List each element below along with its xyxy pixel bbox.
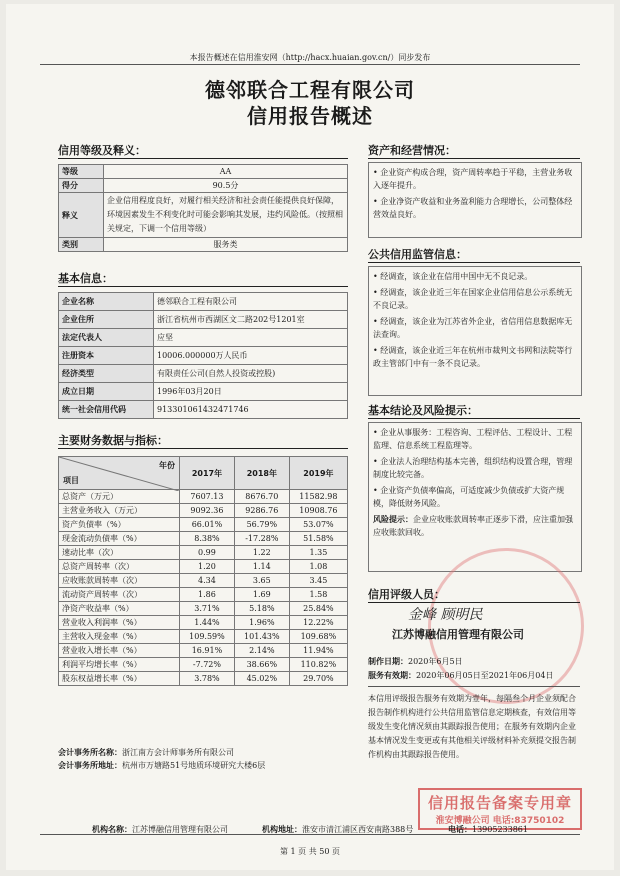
finance-item-label bbox=[59, 574, 180, 588]
table-row bbox=[59, 644, 348, 658]
info-value: 10006.000000万人民币 bbox=[154, 347, 348, 365]
table-header-row bbox=[59, 457, 348, 490]
table-row bbox=[59, 238, 348, 252]
meaning-value: 企业信用程度良好，对履行相关经济和社会责任能提供良好保障，环境因素发生不利变化时可能会影响其发展，违约风险低。（按照相关规定，下调一个信用等级） bbox=[104, 193, 348, 238]
item-unit: （%） bbox=[118, 632, 142, 641]
table-row bbox=[59, 532, 348, 546]
item-name: 营业收入利润率 bbox=[62, 618, 118, 627]
table-row bbox=[59, 602, 348, 616]
info-label: 企业名称 bbox=[59, 293, 154, 311]
item-unit: （%） bbox=[118, 674, 142, 683]
finance-value: 1.22 bbox=[234, 546, 289, 560]
supervision-section-title: 公共信用监管信息： bbox=[368, 248, 467, 261]
operation-item: 企业净资产收益和业务盈利能力合理增长，公司整体经营效益良好。 bbox=[373, 197, 573, 219]
signature: 金峰 顾明民 bbox=[408, 607, 483, 623]
divider bbox=[368, 262, 580, 263]
item-unit: （次） bbox=[110, 562, 134, 571]
rating-table bbox=[58, 164, 348, 252]
conclusion-item: 企业从事服务：工程咨询、工程评估、工程设计、工程监理、信息系统工程监理等。 bbox=[373, 428, 573, 450]
info-value: 913301061432471746 bbox=[154, 401, 348, 419]
footer-address-label: 机构地址： bbox=[262, 825, 302, 834]
corner-item-label: 项目 bbox=[63, 476, 79, 485]
divider bbox=[58, 158, 348, 159]
risk-note bbox=[373, 513, 577, 539]
score-value: 90.5分 bbox=[104, 179, 348, 193]
footer-org-label: 机构名称： bbox=[92, 825, 132, 834]
finance-value: 1.86 bbox=[180, 588, 235, 602]
info-label: 统一社会信用代码 bbox=[59, 401, 154, 419]
finance-value: 1.14 bbox=[234, 560, 289, 574]
finance-value: 1.58 bbox=[289, 588, 347, 602]
year-header: 2017年 bbox=[180, 457, 235, 490]
table-row bbox=[59, 293, 348, 311]
item-unit: （次） bbox=[94, 548, 118, 557]
item-name: 现金流动负债率 bbox=[62, 534, 118, 543]
list-item: • 经调查，该企业近三年在国家企业信用信息公示系统无不良记录。 bbox=[373, 288, 573, 310]
year-header: 2019年 bbox=[289, 457, 347, 490]
finance-value: 9286.76 bbox=[234, 504, 289, 518]
divider bbox=[368, 158, 580, 159]
item-name: 营业收入增长率 bbox=[62, 646, 118, 655]
list-item: • 企业从事服务：工程咨询、工程评估、工程设计、工程监理、信息系统工程监理等。 bbox=[373, 428, 573, 450]
finance-value: 66.01% bbox=[180, 518, 235, 532]
item-name: 应收账款周转率 bbox=[62, 576, 118, 585]
supervision-item: 经调查，该企业近三年在国家企业信用信息公示系统无不良记录。 bbox=[373, 288, 573, 310]
finance-item-label bbox=[59, 672, 180, 686]
item-name: 主营业务收入 bbox=[62, 506, 110, 515]
footer-address-text: 淮安市清江浦区西安南路388号 bbox=[302, 825, 414, 834]
table-row bbox=[59, 179, 348, 193]
info-label: 企业住所 bbox=[59, 311, 154, 329]
finance-value: 16.91% bbox=[180, 644, 235, 658]
item-name: 主营收入现金率 bbox=[62, 632, 118, 641]
divider bbox=[40, 64, 580, 65]
table-row bbox=[59, 490, 348, 504]
finance-value: 25.84% bbox=[289, 602, 347, 616]
info-value: 浙江省杭州市西湖区文二路202号1201室 bbox=[154, 311, 348, 329]
table-row bbox=[59, 329, 348, 347]
category-label: 类别 bbox=[59, 238, 104, 252]
finance-value: 109.59% bbox=[180, 630, 235, 644]
item-unit: （%） bbox=[118, 660, 142, 669]
finance-value: 1.69 bbox=[234, 588, 289, 602]
corner-cell bbox=[59, 457, 180, 490]
divider bbox=[368, 602, 580, 603]
finance-value: 29.70% bbox=[289, 672, 347, 686]
table-row bbox=[59, 401, 348, 419]
list-item: • 企业资产构成合理，资产周转率趋于平稳，主营业务收入逐年提升。 bbox=[373, 168, 573, 190]
info-value: 1996年03月20日 bbox=[154, 383, 348, 401]
operation-box bbox=[368, 162, 582, 238]
table-row bbox=[59, 588, 348, 602]
finance-item-label bbox=[59, 588, 180, 602]
finance-item-label bbox=[59, 490, 180, 504]
company-title: 德邻联合工程有限公司 bbox=[205, 78, 415, 102]
risk-label: 风险提示： bbox=[373, 515, 413, 524]
table-row bbox=[59, 574, 348, 588]
item-name: 利润平均增长率 bbox=[62, 660, 118, 669]
finance-value: 11.94% bbox=[289, 644, 347, 658]
finance-value: 1.44% bbox=[180, 616, 235, 630]
table-row bbox=[59, 347, 348, 365]
supervision-box bbox=[368, 266, 582, 396]
finance-value: 10908.76 bbox=[289, 504, 347, 518]
conclusion-section-title: 基本结论及风险提示： bbox=[368, 404, 478, 417]
info-label: 经济类型 bbox=[59, 365, 154, 383]
finance-value: 2.14% bbox=[234, 644, 289, 658]
finance-value: 38.66% bbox=[234, 658, 289, 672]
item-name: 速动比率 bbox=[62, 548, 94, 557]
auditor-name: 浙江南方会计师事务所有限公司 bbox=[122, 748, 234, 757]
rating-section-title: 信用等级及释义： bbox=[58, 144, 146, 157]
finance-value: 0.99 bbox=[180, 546, 235, 560]
operation-item: 企业资产构成合理，资产周转率趋于平稳，主营业务收入逐年提升。 bbox=[373, 168, 573, 190]
made-date-line bbox=[368, 656, 463, 668]
evaluator-company: 江苏博融信用管理有限公司 bbox=[392, 628, 524, 641]
table-row bbox=[59, 365, 348, 383]
meaning-label: 释义 bbox=[59, 193, 104, 238]
finance-value: 101.43% bbox=[234, 630, 289, 644]
page-number: 第 1 页 共 50 页 bbox=[280, 847, 340, 856]
finance-value: 3.65 bbox=[234, 574, 289, 588]
finance-item-label bbox=[59, 532, 180, 546]
table-row bbox=[59, 560, 348, 574]
stamp-subtitle: 淮安博融公司 电话:83750102 bbox=[435, 816, 565, 826]
table-row bbox=[59, 616, 348, 630]
finance-item-label bbox=[59, 644, 180, 658]
notice-text: 本信用评级报告服务有效期为壹年，每隔叁个月企业须配合报告制作机构进行公共信用监管信息定期核查，有效信用等级发生变化情况须由其跟踪报告使用；在服务有效期内企业基本情况发生变更或有其他相关评级材料补充须提交报告制作机构由其跟踪报告使用。 bbox=[368, 694, 576, 759]
evaluator-section-title: 信用评级人员： bbox=[368, 588, 445, 601]
finance-item-label bbox=[59, 546, 180, 560]
table-row bbox=[59, 165, 348, 179]
supervision-item: 经调查，该企业近三年在杭州市裁判文书网和法院等行政主管部门中有一条不良记录。 bbox=[373, 346, 573, 368]
rating-value: AA bbox=[104, 165, 348, 179]
item-unit: （%） bbox=[118, 534, 142, 543]
table-row bbox=[59, 630, 348, 644]
finance-value: 5.18% bbox=[234, 602, 289, 616]
finance-value: 11582.98 bbox=[289, 490, 347, 504]
divider bbox=[58, 286, 348, 287]
list-item: • 经调查，该企业为江苏省外企业，省信用信息数据库无法查询。 bbox=[373, 317, 573, 339]
list-item: • 经调查，该企业在信用中国中无不良记录。 bbox=[373, 272, 533, 281]
finance-value: -7.72% bbox=[180, 658, 235, 672]
valid-label: 服务有效期： bbox=[368, 671, 416, 680]
table-row bbox=[59, 383, 348, 401]
item-unit: （万元） bbox=[86, 492, 118, 501]
finance-item-label bbox=[59, 658, 180, 672]
report-title: 信用报告概述 bbox=[247, 104, 373, 128]
item-unit: （%） bbox=[102, 520, 126, 529]
made-date-label: 制作日期： bbox=[368, 657, 408, 666]
conclusion-item: 企业法人治理结构基本完善，组织结构设置合理，管理制度比较完备。 bbox=[373, 457, 573, 479]
item-name: 资产负债率 bbox=[62, 520, 102, 529]
conclusion-box bbox=[368, 422, 582, 572]
table-row bbox=[59, 504, 348, 518]
divider bbox=[58, 448, 348, 449]
finance-value: 12.22% bbox=[289, 616, 347, 630]
finance-item-label bbox=[59, 602, 180, 616]
table-row bbox=[59, 311, 348, 329]
list-item: • 经调查，该企业近三年在杭州市裁判文书网和法院等行政主管部门中有一条不良记录。 bbox=[373, 346, 573, 368]
item-unit: （次） bbox=[118, 590, 142, 599]
valid-period: 2020年06月05日至2021年06月04日 bbox=[416, 671, 554, 680]
finance-value: 1.96% bbox=[234, 616, 289, 630]
finance-value: 9092.36 bbox=[180, 504, 235, 518]
table-row bbox=[59, 546, 348, 560]
valid-line bbox=[368, 670, 553, 682]
auditor-address-label: 会计事务所地址： bbox=[58, 761, 122, 770]
table-row bbox=[59, 658, 348, 672]
info-label: 成立日期 bbox=[59, 383, 154, 401]
risk-text: 企业应收账款周转率正逐步下滑，应注重加强应收账款回收。 bbox=[373, 515, 573, 537]
basic-section-title: 基本信息： bbox=[58, 272, 113, 285]
basic-info-table bbox=[58, 292, 348, 419]
auditor-line bbox=[58, 747, 234, 759]
list-item: • 企业资产负债率偏高，可适度减少负债或扩大资产规模，降低财务风险。 bbox=[373, 486, 565, 508]
year-header: 2018年 bbox=[234, 457, 289, 490]
score-label: 得分 bbox=[59, 179, 104, 193]
divider bbox=[40, 834, 580, 835]
finance-value: 8676.70 bbox=[234, 490, 289, 504]
item-name: 股东权益增长率 bbox=[62, 674, 118, 683]
list-item: • 企业净资产收益和业务盈利能力合理增长，公司整体经营效益良好。 bbox=[373, 197, 573, 219]
table-row bbox=[59, 672, 348, 686]
finance-value: 8.38% bbox=[180, 532, 235, 546]
finance-table bbox=[58, 456, 348, 686]
made-date: 2020年6月5日 bbox=[408, 657, 463, 666]
list-item: • 企业法人治理结构基本完善，组织结构设置合理，管理制度比较完备。 bbox=[373, 457, 573, 479]
table-row bbox=[59, 193, 348, 238]
rating-label: 等级 bbox=[59, 165, 104, 179]
supervision-item: 经调查，该企业在信用中国中无不良记录。 bbox=[380, 272, 533, 281]
finance-value: 110.82% bbox=[289, 658, 347, 672]
auditor-address: 杭州市万塘路51号地质环境研究大楼6层 bbox=[122, 761, 266, 770]
finance-value: 7607.13 bbox=[180, 490, 235, 504]
footer-tel-label: 电话： bbox=[448, 825, 472, 834]
auditor-label: 会计事务所名称： bbox=[58, 748, 122, 757]
finance-value: 1.20 bbox=[180, 560, 235, 574]
category-value: 服务类 bbox=[104, 238, 348, 252]
item-unit: （%） bbox=[118, 646, 142, 655]
supervision-item: 经调查，该企业为江苏省外企业，省信用信息数据库无法查询。 bbox=[373, 317, 573, 339]
finance-value: 4.34 bbox=[180, 574, 235, 588]
info-label: 注册资本 bbox=[59, 347, 154, 365]
conclusion-item: 企业资产负债率偏高，可适度减少负债或扩大资产规模，降低财务风险。 bbox=[373, 486, 565, 508]
finance-item-label bbox=[59, 504, 180, 518]
item-name: 净资产收益率 bbox=[62, 604, 110, 613]
info-value: 德邻联合工程有限公司 bbox=[154, 293, 348, 311]
finance-value: 53.07% bbox=[289, 518, 347, 532]
info-value: 应坚 bbox=[154, 329, 348, 347]
finance-value: 1.08 bbox=[289, 560, 347, 574]
finance-item-label bbox=[59, 518, 180, 532]
finance-value: 56.79% bbox=[234, 518, 289, 532]
finance-item-label bbox=[59, 560, 180, 574]
finance-value: 3.71% bbox=[180, 602, 235, 616]
table-row bbox=[59, 518, 348, 532]
finance-item-label bbox=[59, 616, 180, 630]
finance-value: 45.02% bbox=[234, 672, 289, 686]
divider bbox=[368, 686, 580, 687]
item-unit: （%） bbox=[110, 604, 134, 613]
finance-value: 1.35 bbox=[289, 546, 347, 560]
footer-tel-number: 13905233861 bbox=[472, 825, 528, 834]
finance-value: 109.68% bbox=[289, 630, 347, 644]
footer-org-name: 江苏博融信用管理有限公司 bbox=[132, 825, 228, 834]
finance-value: 3.78% bbox=[180, 672, 235, 686]
finance-value: 51.58% bbox=[289, 532, 347, 546]
item-unit: （次） bbox=[118, 576, 142, 585]
corner-year-label: 年份 bbox=[159, 461, 175, 470]
info-value: 有限责任公司(自然人投资或控股) bbox=[154, 365, 348, 383]
info-label: 法定代表人 bbox=[59, 329, 154, 347]
finance-value: 3.45 bbox=[289, 574, 347, 588]
item-name: 总资产 bbox=[62, 492, 86, 501]
divider bbox=[368, 418, 580, 419]
finance-item-label bbox=[59, 630, 180, 644]
auditor-address-line bbox=[58, 760, 265, 772]
item-name: 流动资产周转率 bbox=[62, 590, 118, 599]
finance-value: -17.28% bbox=[234, 532, 289, 546]
finance-section-title: 主要财务数据与指标： bbox=[58, 434, 168, 447]
stamp-title: 信用报告备案专用章 bbox=[427, 794, 572, 812]
item-name: 总资产周转率 bbox=[62, 562, 110, 571]
item-unit: （万元） bbox=[110, 506, 142, 515]
item-unit: （%） bbox=[118, 618, 142, 627]
operation-section-title: 资产和经营情况： bbox=[368, 144, 456, 157]
top-note: 本报告概述在信用淮安网（http://hacx.huaian.gov.cn/）同步发布 bbox=[189, 53, 431, 62]
